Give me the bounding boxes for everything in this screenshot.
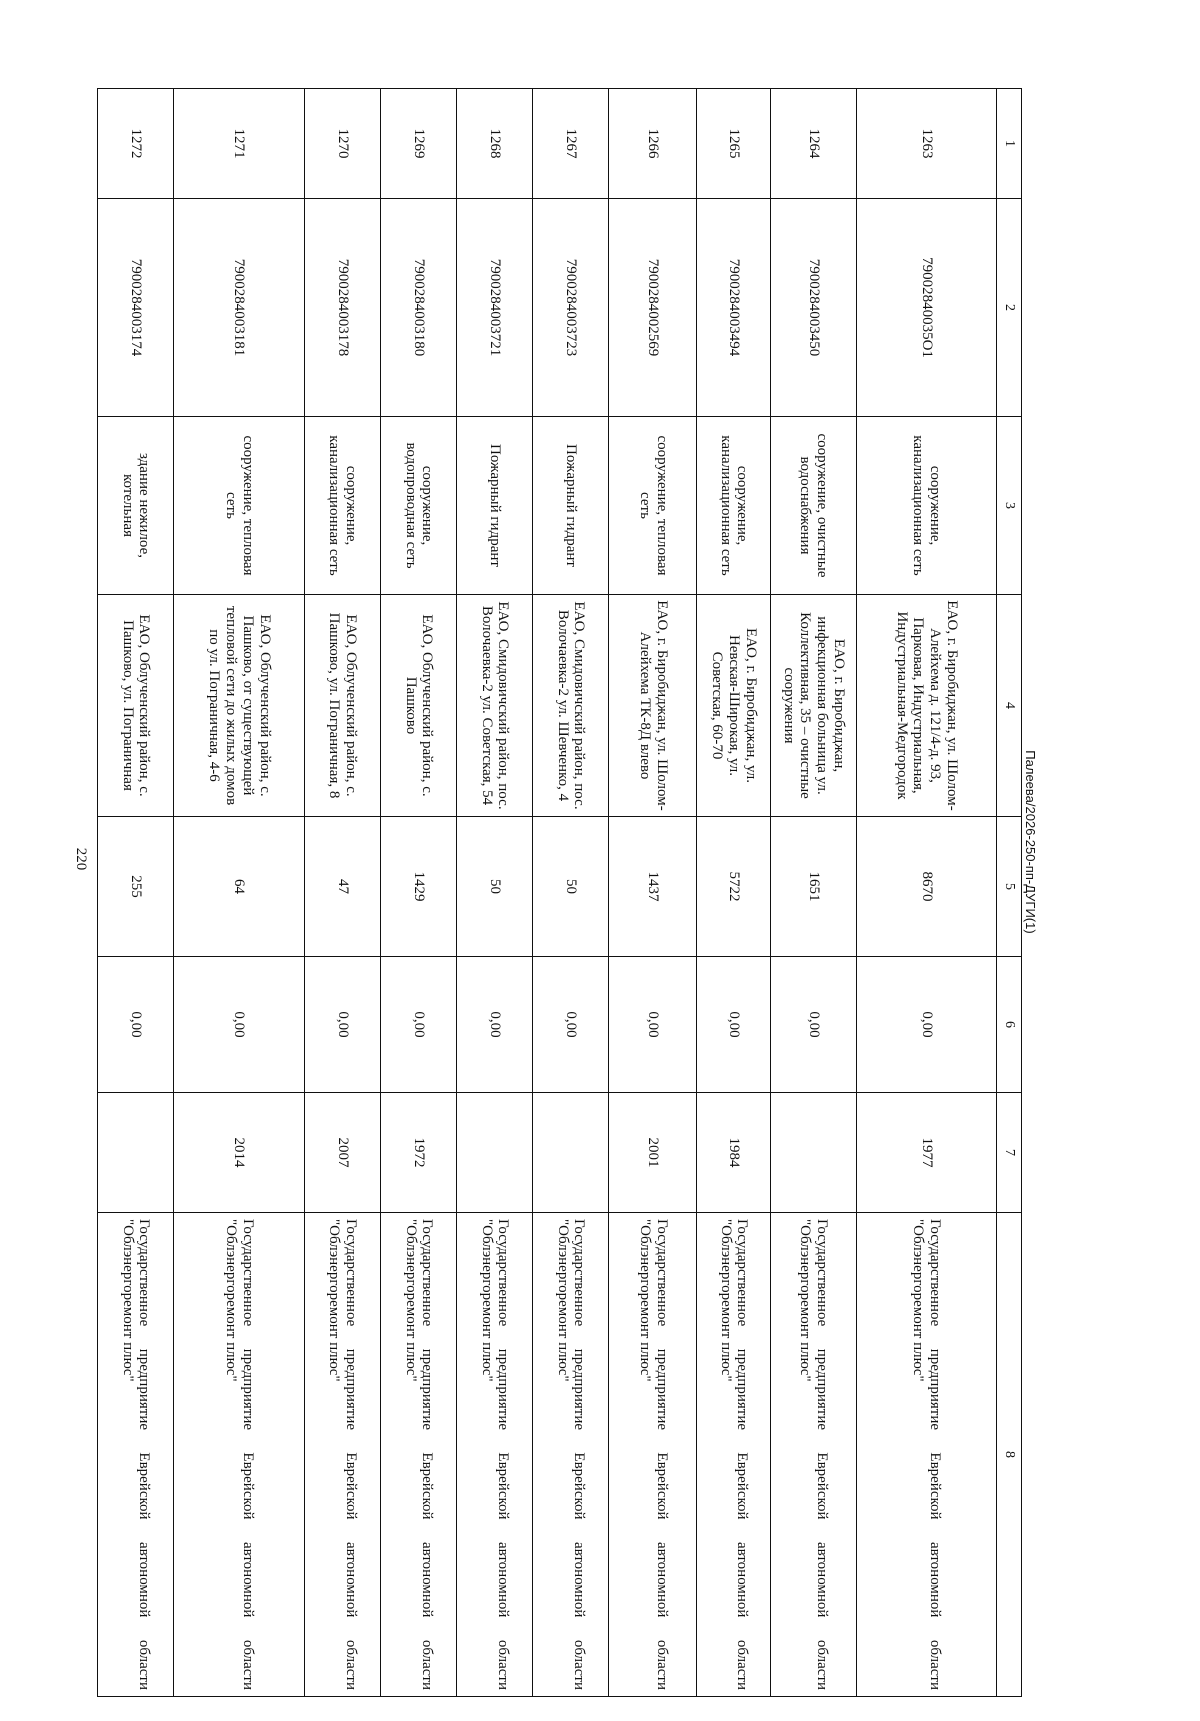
object-type: сооружение, очистные водоснабжения [770, 417, 856, 595]
header-row [997, 89, 1022, 1697]
col-header-6: 6 [997, 957, 1022, 1093]
cadastral-number: 7900284003721 [457, 199, 533, 417]
cadastral-number: 7900284003178 [304, 199, 380, 417]
object-type: сооружение, канализационная сеть [697, 417, 771, 595]
object-length: 1437 [609, 817, 697, 957]
object-year: 1972 [381, 1093, 457, 1213]
object-address: ЕАО, Облученский район, с. Пашково, ул. Пограничная [98, 595, 174, 817]
row-number: 1265 [697, 89, 771, 199]
object-year: 2014 [174, 1093, 305, 1213]
row-number: 1268 [457, 89, 533, 199]
table-row [856, 89, 996, 1697]
object-length: 50 [457, 817, 533, 957]
object-owner: Государственное предприятие Еврейской автономной области "Облэнергоремонт плюс" [457, 1213, 533, 1697]
col-header-8: 8 [997, 1213, 1022, 1697]
object-value: 0,00 [98, 957, 174, 1093]
cadastral-number: 7900284003450 [770, 199, 856, 417]
row-number: 1270 [304, 89, 380, 199]
row-number: 1264 [770, 89, 856, 199]
row-number: 1269 [381, 89, 457, 199]
object-owner: Государственное предприятие Еврейской автономной области "Облэнергоремонт плюс" [304, 1213, 380, 1697]
object-length: 47 [304, 817, 380, 957]
records-table [97, 88, 1022, 1697]
col-header-7: 7 [997, 1093, 1022, 1213]
cadastral-number: 7900284002569 [609, 199, 697, 417]
object-year: 1977 [856, 1093, 996, 1213]
object-year: 2001 [609, 1093, 697, 1213]
col-header-1: 1 [997, 89, 1022, 199]
row-number: 1267 [533, 89, 609, 199]
object-owner: Государственное предприятие Еврейской автономной области "Облэнергоремонт плюс" [381, 1213, 457, 1697]
object-owner: Государственное предприятие Еврейской автономной области "Облэнергоремонт плюс" [174, 1213, 305, 1697]
table-row [304, 89, 380, 1697]
object-address: ЕАО, Облученский район, с. Пашково, ул. Пограничная, 8 [304, 595, 380, 817]
object-value: 0,00 [304, 957, 380, 1093]
object-value: 0,00 [457, 957, 533, 1093]
object-type: сооружение, канализационная сеть [304, 417, 380, 595]
object-type: сооружение, тепловая сеть [174, 417, 305, 595]
table-row [697, 89, 771, 1697]
table-row [457, 89, 533, 1697]
object-address: ЕАО, Облученский район, с. Пашково [381, 595, 457, 817]
object-address: ЕАО, г. Биробиджан, ул. Невская-Широкая, ул. Советская, 60-70 [697, 595, 771, 817]
object-value: 0,00 [174, 957, 305, 1093]
object-value: 0,00 [533, 957, 609, 1093]
object-owner: Государственное предприятие Еврейской автономной области "Облэнергоремонт плюс" [533, 1213, 609, 1697]
row-number: 1266 [609, 89, 697, 199]
object-value: 0,00 [770, 957, 856, 1093]
object-length: 64 [174, 817, 305, 957]
object-year [533, 1093, 609, 1213]
object-length: 255 [98, 817, 174, 957]
object-type: сооружение, водопроводная сеть [381, 417, 457, 595]
object-length: 5722 [697, 817, 771, 957]
object-value: 0,00 [609, 957, 697, 1093]
object-year: 2007 [304, 1093, 380, 1213]
object-type: сооружение, тепловая сеть [609, 417, 697, 595]
object-type: здание нежилое, котельная [98, 417, 174, 595]
object-value: 0,00 [697, 957, 771, 1093]
object-length: 50 [533, 817, 609, 957]
col-header-4: 4 [997, 595, 1022, 817]
col-header-3: 3 [997, 417, 1022, 595]
object-owner: Государственное предприятие Еврейской автономной области "Облэнергоремонт плюс" [697, 1213, 771, 1697]
object-owner: Государственное предприятие Еврейской автономной области "Облэнергоремонт плюс" [609, 1213, 697, 1697]
object-type: Пожарный гидрант [533, 417, 609, 595]
object-type: сооружение, канализационная сеть [856, 417, 996, 595]
object-address: ЕАО, г. Биробиджан, инфекционная больница ул. Коллективная, 35 – очистные сооружения [770, 595, 856, 817]
table-row [609, 89, 697, 1697]
table-row [98, 89, 174, 1697]
object-year [457, 1093, 533, 1213]
object-owner: Государственное предприятие Еврейской автономной области "Облэнергоремонт плюс" [856, 1213, 996, 1697]
object-year [770, 1093, 856, 1213]
object-value: 0,00 [856, 957, 996, 1093]
object-address: ЕАО, г. Биробиджан, ул. Шолом-Алейхема ТК-8Д влево [609, 595, 697, 817]
row-number: 1272 [98, 89, 174, 199]
object-address: ЕАО, Облученский район, с. Пашково, от существующей тепловой сети до жилых домов по ул. Пограничная, 4-6 [174, 595, 305, 817]
cadastral-number: 7900284003174 [98, 199, 174, 417]
object-length: 8670 [856, 817, 996, 957]
records-table-container [97, 88, 1022, 1696]
table-row [381, 89, 457, 1697]
object-address: ЕАО, г. Биробиджан, ул. Шолом-Алейхема д. 121/4-д. 93, Парковая, Индустриальная, Индустриальная-Медгородок [856, 595, 996, 817]
document-footer-reference: Палеева/2026-250-пп-ДУГИ(1) [1023, 750, 1038, 934]
cadastral-number: 79002840035О1 [856, 199, 996, 417]
object-year [98, 1093, 174, 1213]
object-length: 1651 [770, 817, 856, 957]
object-address: ЕАО, Смидовичский район, пос. Волочаевка-2 ул. Шевченко, 4 [533, 595, 609, 817]
row-number: 1271 [174, 89, 305, 199]
table-row [533, 89, 609, 1697]
table-row [770, 89, 856, 1697]
table-row [174, 89, 305, 1697]
row-number: 1263 [856, 89, 996, 199]
object-year: 1984 [697, 1093, 771, 1213]
col-header-2: 2 [997, 199, 1022, 417]
object-address: ЕАО, Смидовичский район, пос. Волочаевка-2 ул. Советская, 54 [457, 595, 533, 817]
cadastral-number: 7900284003723 [533, 199, 609, 417]
object-length: 1429 [381, 817, 457, 957]
object-value: 0,00 [381, 957, 457, 1093]
col-header-5: 5 [997, 817, 1022, 957]
page-number: 220 [73, 847, 89, 871]
cadastral-number: 7900284003180 [381, 199, 457, 417]
cadastral-number: 7900284003494 [697, 199, 771, 417]
cadastral-number: 7900284003181 [174, 199, 305, 417]
object-type: Пожарный гидрант [457, 417, 533, 595]
object-owner: Государственное предприятие Еврейской автономной области "Облэнергоремонт плюс" [98, 1213, 174, 1697]
object-owner: Государственное предприятие Еврейской автономной области "Облэнергоремонт плюс" [770, 1213, 856, 1697]
